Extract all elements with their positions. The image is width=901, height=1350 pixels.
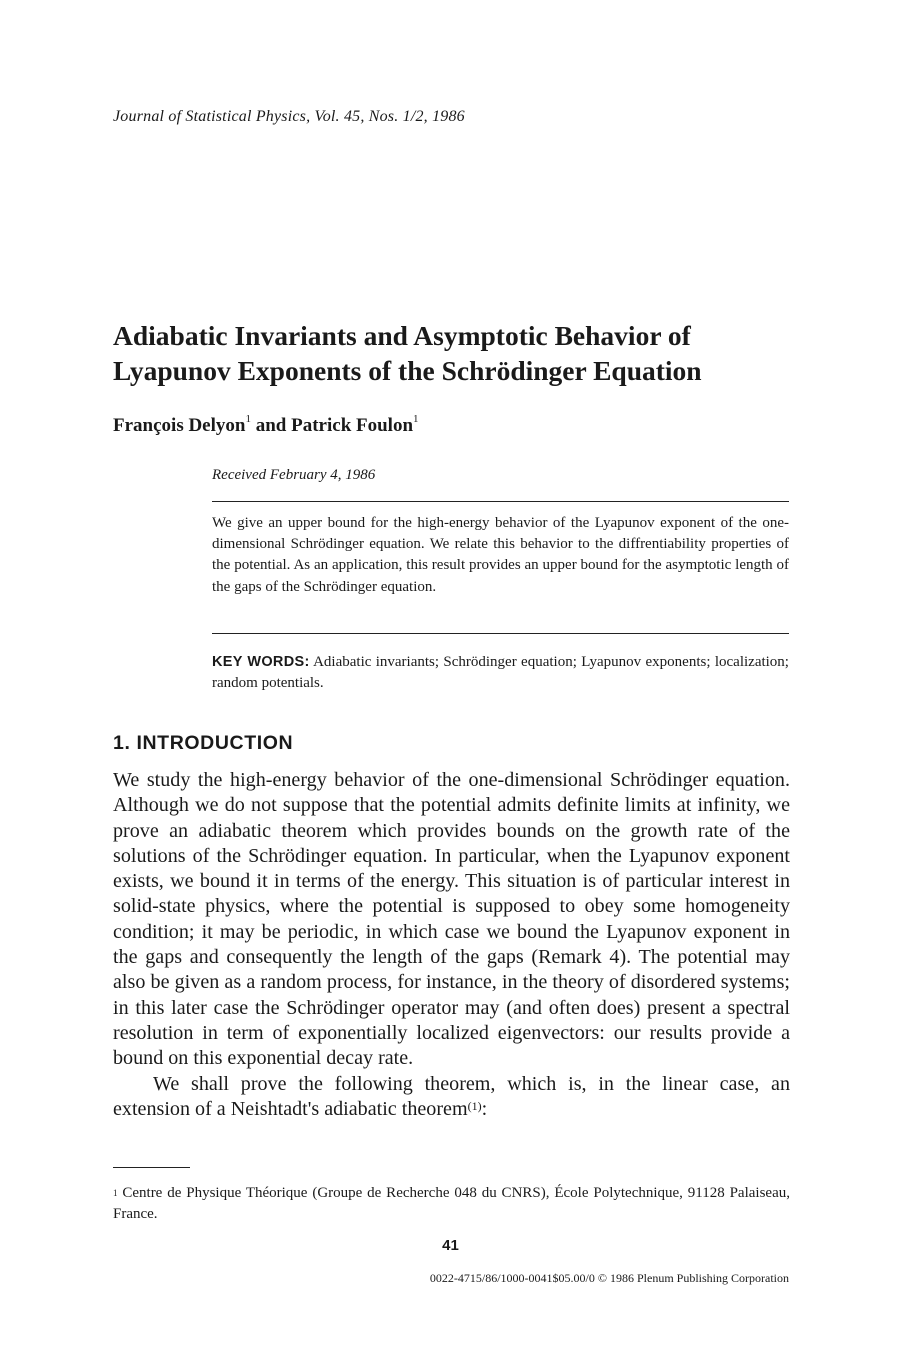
footnote-mark: 1 bbox=[113, 1188, 118, 1198]
citation-ref[interactable]: (1) bbox=[467, 1098, 482, 1113]
keywords-label: KEY WORDS: bbox=[212, 654, 310, 670]
title-line-1: Adiabatic Invariants and Asymptotic Behavior of bbox=[113, 320, 691, 351]
paper-title bbox=[113, 318, 813, 388]
section-heading: 1. INTRODUCTION bbox=[113, 732, 294, 754]
author-list bbox=[113, 415, 419, 437]
author-conjunction: and bbox=[255, 415, 287, 436]
author-2: Patrick Foulon bbox=[291, 415, 414, 436]
footnote-text: Centre de Physique Théorique (Groupe de Recherche 048 du CNRS), École Polytechnique, 91128 Palaiseau, France. bbox=[113, 1185, 790, 1222]
author-1: François Delyon bbox=[113, 415, 246, 436]
footnote-rule bbox=[113, 1167, 190, 1168]
journal-header: Journal of Statistical Physics, Vol. 45, Nos. 1/2, 1986 bbox=[113, 108, 465, 125]
author-2-affiliation-mark: 1 bbox=[413, 413, 419, 425]
author-1-affiliation-mark: 1 bbox=[245, 413, 251, 425]
keywords-text: Adiabatic invariants; Schrödinger equation; Lyapunov exponents; localization; random potentials. bbox=[212, 654, 789, 692]
title-line-2: Lyapunov Exponents of the Schrödinger Equation bbox=[113, 355, 702, 386]
abstract-bottom-rule bbox=[212, 633, 789, 634]
abstract-top-rule bbox=[212, 501, 789, 502]
copyright-line: 0022-4715/86/1000-0041$05.00/0 © 1986 Plenum Publishing Corporation bbox=[429, 1271, 789, 1285]
paragraph-2-end: : bbox=[481, 1097, 488, 1120]
paragraph-1: We study the high-energy behavior of the one-dimensional Schrödinger equation. Although we do not suppose that the potential admits definite limits at infinity, we prove an adiabatic theorem which provides bounds on the growth rate of the solutions of the Schrödinger equation. In particular, when the Lyapunov exponent exists, we bound it in terms of the energy. This situation is of particular interest in solid-state physics, where the potential is supposed to obey some homogeneity condition; it may be periodic, in which case we bound the Lyapunov exponent in the gaps and consequently the length of the gaps (Remark 4). The potential may also be given as a random process, for instance, in the theory of disordered systems; in this later case the Schrödinger operator may (and often does) present a spectral resolution in term of exponentially localized eigenvectors: our results provide a bound on this exponential decay rate. bbox=[113, 769, 790, 1070]
footnote bbox=[113, 1183, 790, 1225]
page-number: 41 bbox=[442, 1237, 459, 1254]
body-text bbox=[113, 768, 790, 1122]
received-date: Received February 4, 1986 bbox=[212, 467, 376, 483]
paragraph-2-text: We shall prove the following theorem, which is, in the linear case, an extension of a Neishtadt's adiabatic theorem bbox=[113, 1072, 790, 1120]
paragraph-2 bbox=[113, 1072, 790, 1123]
keywords bbox=[212, 652, 789, 694]
abstract: We give an upper bound for the high-energy behavior of the Lyapunov exponent of the one-dimensional Schrödinger equation. We relate this behavior to the diffrentiability properties of the potential. As an application, this result provides an upper bound for the asymptotic length of the gaps of the Schrödinger equation. bbox=[212, 515, 789, 595]
